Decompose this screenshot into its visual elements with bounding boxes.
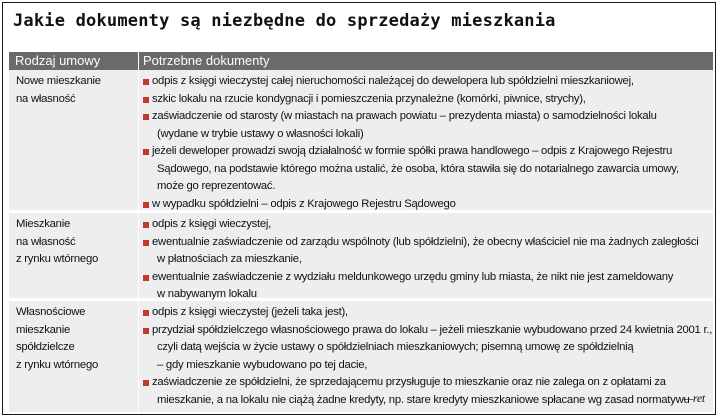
document-list xyxy=(143,304,713,409)
table-row xyxy=(9,70,713,210)
square-bullet-icon xyxy=(143,97,149,103)
list-item-text: odpis z księgi wieczystej, xyxy=(152,218,272,230)
row-label-line: mieszkanie xyxy=(16,323,71,336)
list-item-text: czyli datą wejścia w życie ustawy o spółdzielniach mieszkaniowych; pisemną umowę ze spółdzielnią xyxy=(157,341,634,353)
list-item xyxy=(143,108,709,126)
row-label-line: na własność xyxy=(16,92,76,105)
square-bullet-icon xyxy=(143,275,149,281)
square-bullet-icon xyxy=(143,79,149,85)
row-label-line: Mieszkanie xyxy=(16,218,71,230)
row-label-line: Nowe mieszkanie xyxy=(16,75,101,87)
list-item-text: przydział spółdzielczego własnościowego prawa do lokalu – jeżeli mieszkanie wybudowano przed 24 kwietnia 2001 r., xyxy=(152,323,713,336)
column-header-documents: Potrzebne dokumenty xyxy=(143,53,270,68)
square-bullet-icon xyxy=(143,222,149,228)
list-item-text: zaświadczenie ze spółdzielni, że sprzedającemu przysługuje to mieszkanie oraz nie zalega on z opłatami za xyxy=(152,376,666,388)
list-item-text: odpis z księgi wieczystej (jeżeli taka jest), xyxy=(152,306,348,318)
row-label-line: z rynku wtórnego xyxy=(16,358,99,371)
list-item-continuation xyxy=(143,178,709,196)
square-bullet-icon xyxy=(143,240,149,246)
page-title: Jakie dokumenty są niezbędne do sprzedaży mieszkania xyxy=(13,11,556,31)
row-label-line: z rynku wtórnego xyxy=(16,253,99,265)
square-bullet-icon xyxy=(143,328,149,334)
table-row xyxy=(9,301,713,412)
document-list xyxy=(143,73,709,213)
column-divider xyxy=(138,52,139,70)
list-item-text: może go reprezentować. xyxy=(157,180,276,192)
list-item-text: – gdy mieszkanie wybudowano po tej dacie, xyxy=(157,358,368,371)
row-label-line: Własnościowe xyxy=(16,306,86,318)
list-item-continuation xyxy=(143,392,709,410)
list-item-text: w płatnościach za mieszkanie, xyxy=(157,253,302,265)
list-item-text: ewentualnie zaświadczenie z wydziału meldunkowego urzędu gminy lub miasta, że nikt nie jest zameldowany xyxy=(152,270,674,283)
list-item-continuation xyxy=(143,161,709,179)
list-item-text: w nabywanym lokalu xyxy=(157,288,257,300)
list-item xyxy=(143,91,709,109)
list-item xyxy=(143,234,709,252)
table-row xyxy=(9,213,713,298)
list-item xyxy=(143,269,709,287)
square-bullet-icon xyxy=(143,149,149,155)
list-item-text: w wypadku spółdzielni – odpis z Krajowego Rejestru Sądowego xyxy=(152,197,456,210)
square-bullet-icon xyxy=(143,114,149,120)
list-item xyxy=(143,196,709,214)
list-item-text: zaświadczenie od starosty (w miastach na prawach powiatu – prezydenta miasta) o samodzielności lokalu xyxy=(152,110,657,122)
row-label xyxy=(16,216,134,269)
row-label xyxy=(16,73,134,108)
list-item-text: jeżeli deweloper prowadzi swoją działalność w formie spółki prawa handlowego – odpis z Krajowego Rejestru xyxy=(152,145,673,157)
list-item-text: szkic lokalu na rzucie kondygnacji i pomieszczenia przynależne (komórki, piwnice, strychy), xyxy=(152,92,586,105)
column-divider xyxy=(138,301,139,412)
row-label-line: na własność xyxy=(16,235,76,248)
list-item-text: Sądowego, na podstawie którego można ustalić, że osoba, która stawiła się do notarialnego zawarcia umowy, xyxy=(157,162,679,175)
list-item xyxy=(143,73,709,91)
list-item-text: odpis z księgi wieczystej całej nieruchomości należącej do dewelopera lub spółdzielni mieszkaniowej, xyxy=(152,75,634,87)
list-item-continuation xyxy=(143,251,709,269)
list-item xyxy=(143,216,709,234)
list-item-continuation xyxy=(143,126,709,144)
document-list xyxy=(143,216,709,304)
list-item xyxy=(143,143,709,161)
list-item-text: mieszkanie, a na lokalu nie ciążą żadne kredyty, np. stare kredyty mieszkaniowe spłacane wg zasad normatywu xyxy=(157,393,690,406)
list-item-text: ewentualnie zaświadczenie od zarządu wspólnoty (lub spółdzielni), że obecny właściciel nie ma żadnych zaległości xyxy=(152,235,699,248)
list-item-continuation xyxy=(143,357,709,375)
column-divider xyxy=(138,70,139,210)
infobox-frame xyxy=(2,2,716,415)
list-item xyxy=(143,304,709,322)
row-label-line: spółdzielcze xyxy=(16,341,75,353)
table-header xyxy=(9,52,713,70)
column-header-contract-type: Rodzaj umowy xyxy=(15,53,101,68)
list-item xyxy=(143,374,709,392)
author-signature: —ret xyxy=(682,391,705,405)
list-item-text: (wydane w trybie ustawy o własności lokali) xyxy=(157,127,364,140)
square-bullet-icon xyxy=(143,380,149,386)
square-bullet-icon xyxy=(143,202,149,208)
row-label xyxy=(16,304,134,374)
square-bullet-icon xyxy=(143,310,149,316)
list-item xyxy=(143,322,713,340)
list-item-continuation xyxy=(143,339,709,357)
column-divider xyxy=(138,213,139,298)
